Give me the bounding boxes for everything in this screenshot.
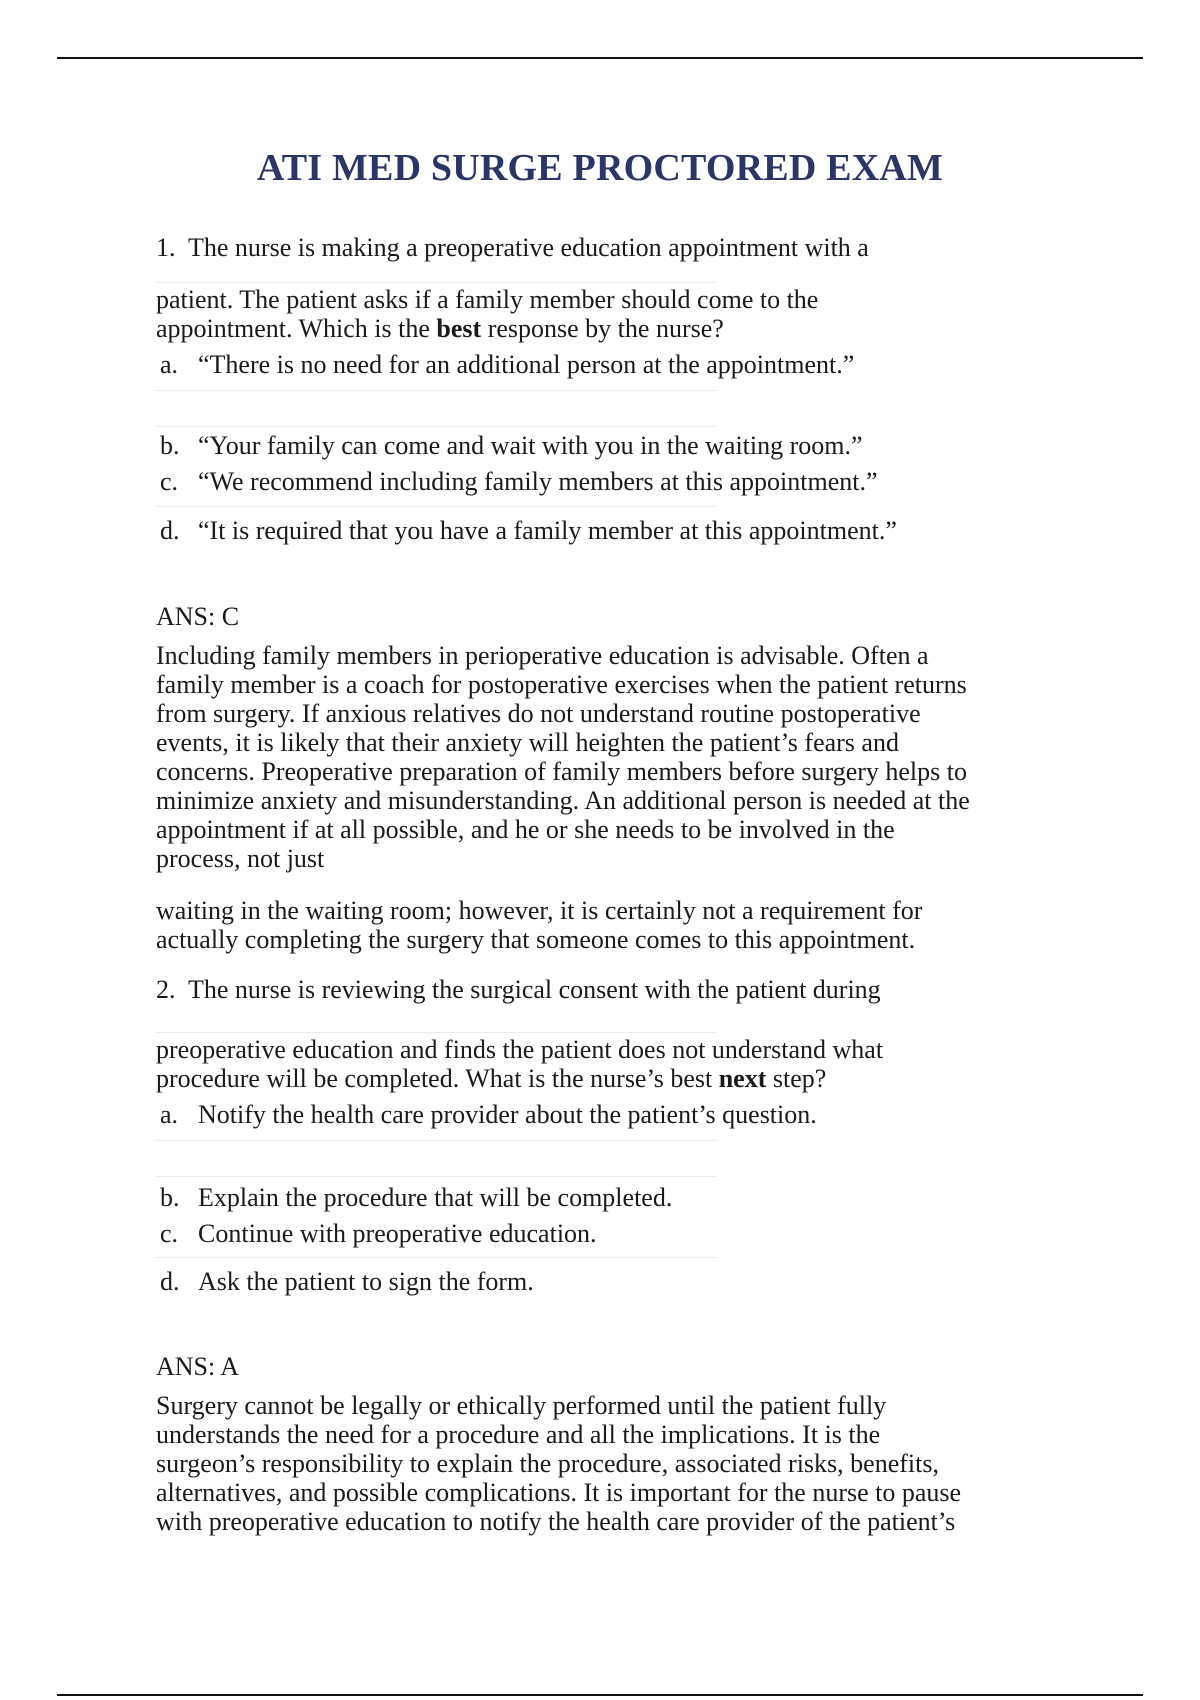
bottom-rule bbox=[57, 1694, 1143, 1696]
question-2-answer: ANS: A bbox=[156, 1352, 240, 1381]
question-1-option-a: a. “There is no need for an additional person at the appointment.” bbox=[160, 350, 855, 379]
question-2-option-a: a. Notify the health care provider about the patient’s question. bbox=[160, 1100, 817, 1129]
divider bbox=[156, 1140, 716, 1141]
divider bbox=[156, 426, 716, 427]
divider bbox=[156, 282, 716, 283]
divider bbox=[156, 390, 716, 391]
question-1-stem-line-1: 1. The nurse is making a preoperative education appointment with a bbox=[156, 233, 869, 262]
question-1-option-d: d. “It is required that you have a family member at this appointment.” bbox=[160, 516, 897, 545]
question-1-stem-cont: patient. The patient asks if a family member should come to the appointment. Which is the best response by the nurse? bbox=[156, 285, 819, 343]
question-2-stem-line-1: 2. The nurse is reviewing the surgical consent with the patient during bbox=[156, 975, 881, 1004]
question-2-rationale: Surgery cannot be legally or ethically performed until the patient fully understands the need for a procedure and all the implications. It is the surgeon’s responsibility to explain the procedure, associated risks, benefits, alternatives, and possible complications. It is important for the nurse to pause with preoperative education to notify the health care provider of the patient’s bbox=[156, 1391, 962, 1536]
question-2-option-c: c. Continue with preoperative education. bbox=[160, 1219, 597, 1248]
question-1-number: 1. bbox=[156, 233, 176, 262]
question-1-answer: ANS: C bbox=[156, 602, 240, 631]
question-1-option-b: b. “Your family can come and wait with you in the waiting room.” bbox=[160, 431, 863, 460]
question-1-option-c: c. “We recommend including family members at this appointment.” bbox=[160, 467, 878, 496]
page-title: ATI MED SURGE PROCTORED EXAM bbox=[256, 147, 944, 189]
emphasis-best: best bbox=[436, 314, 482, 343]
question-1-rationale: Including family members in perioperative education is advisable. Often a family member is a coach for postoperative exercises when the patient returns from surgery. If anxious relatives do not understand routine postoperative events, it is likely that their anxiety will heighten the patient’s fears and concerns. Preoperative preparation of family members before surgery helps to minimize anxiety and misunderstanding. An additional person is needed at the appointment if at all possible, and he or she needs to be involved in the process, not just bbox=[156, 641, 970, 873]
question-1-rationale-cont: waiting in the waiting room; however, it is certainly not a requirement for actually completing the surgery that someone comes to this appointment. bbox=[156, 896, 923, 954]
divider bbox=[156, 506, 716, 507]
question-2-number: 2. bbox=[156, 975, 176, 1004]
question-2-stem-cont: preoperative education and finds the patient does not understand what procedure will be completed. What is the nurse’s best next step? bbox=[156, 1035, 884, 1093]
top-rule bbox=[57, 57, 1143, 59]
divider bbox=[156, 1257, 716, 1258]
emphasis-next: next bbox=[718, 1064, 767, 1093]
divider bbox=[156, 1032, 716, 1033]
question-2-option-d: d. Ask the patient to sign the form. bbox=[160, 1267, 534, 1296]
question-2-option-b: b. Explain the procedure that will be completed. bbox=[160, 1183, 673, 1212]
divider bbox=[156, 1176, 716, 1177]
